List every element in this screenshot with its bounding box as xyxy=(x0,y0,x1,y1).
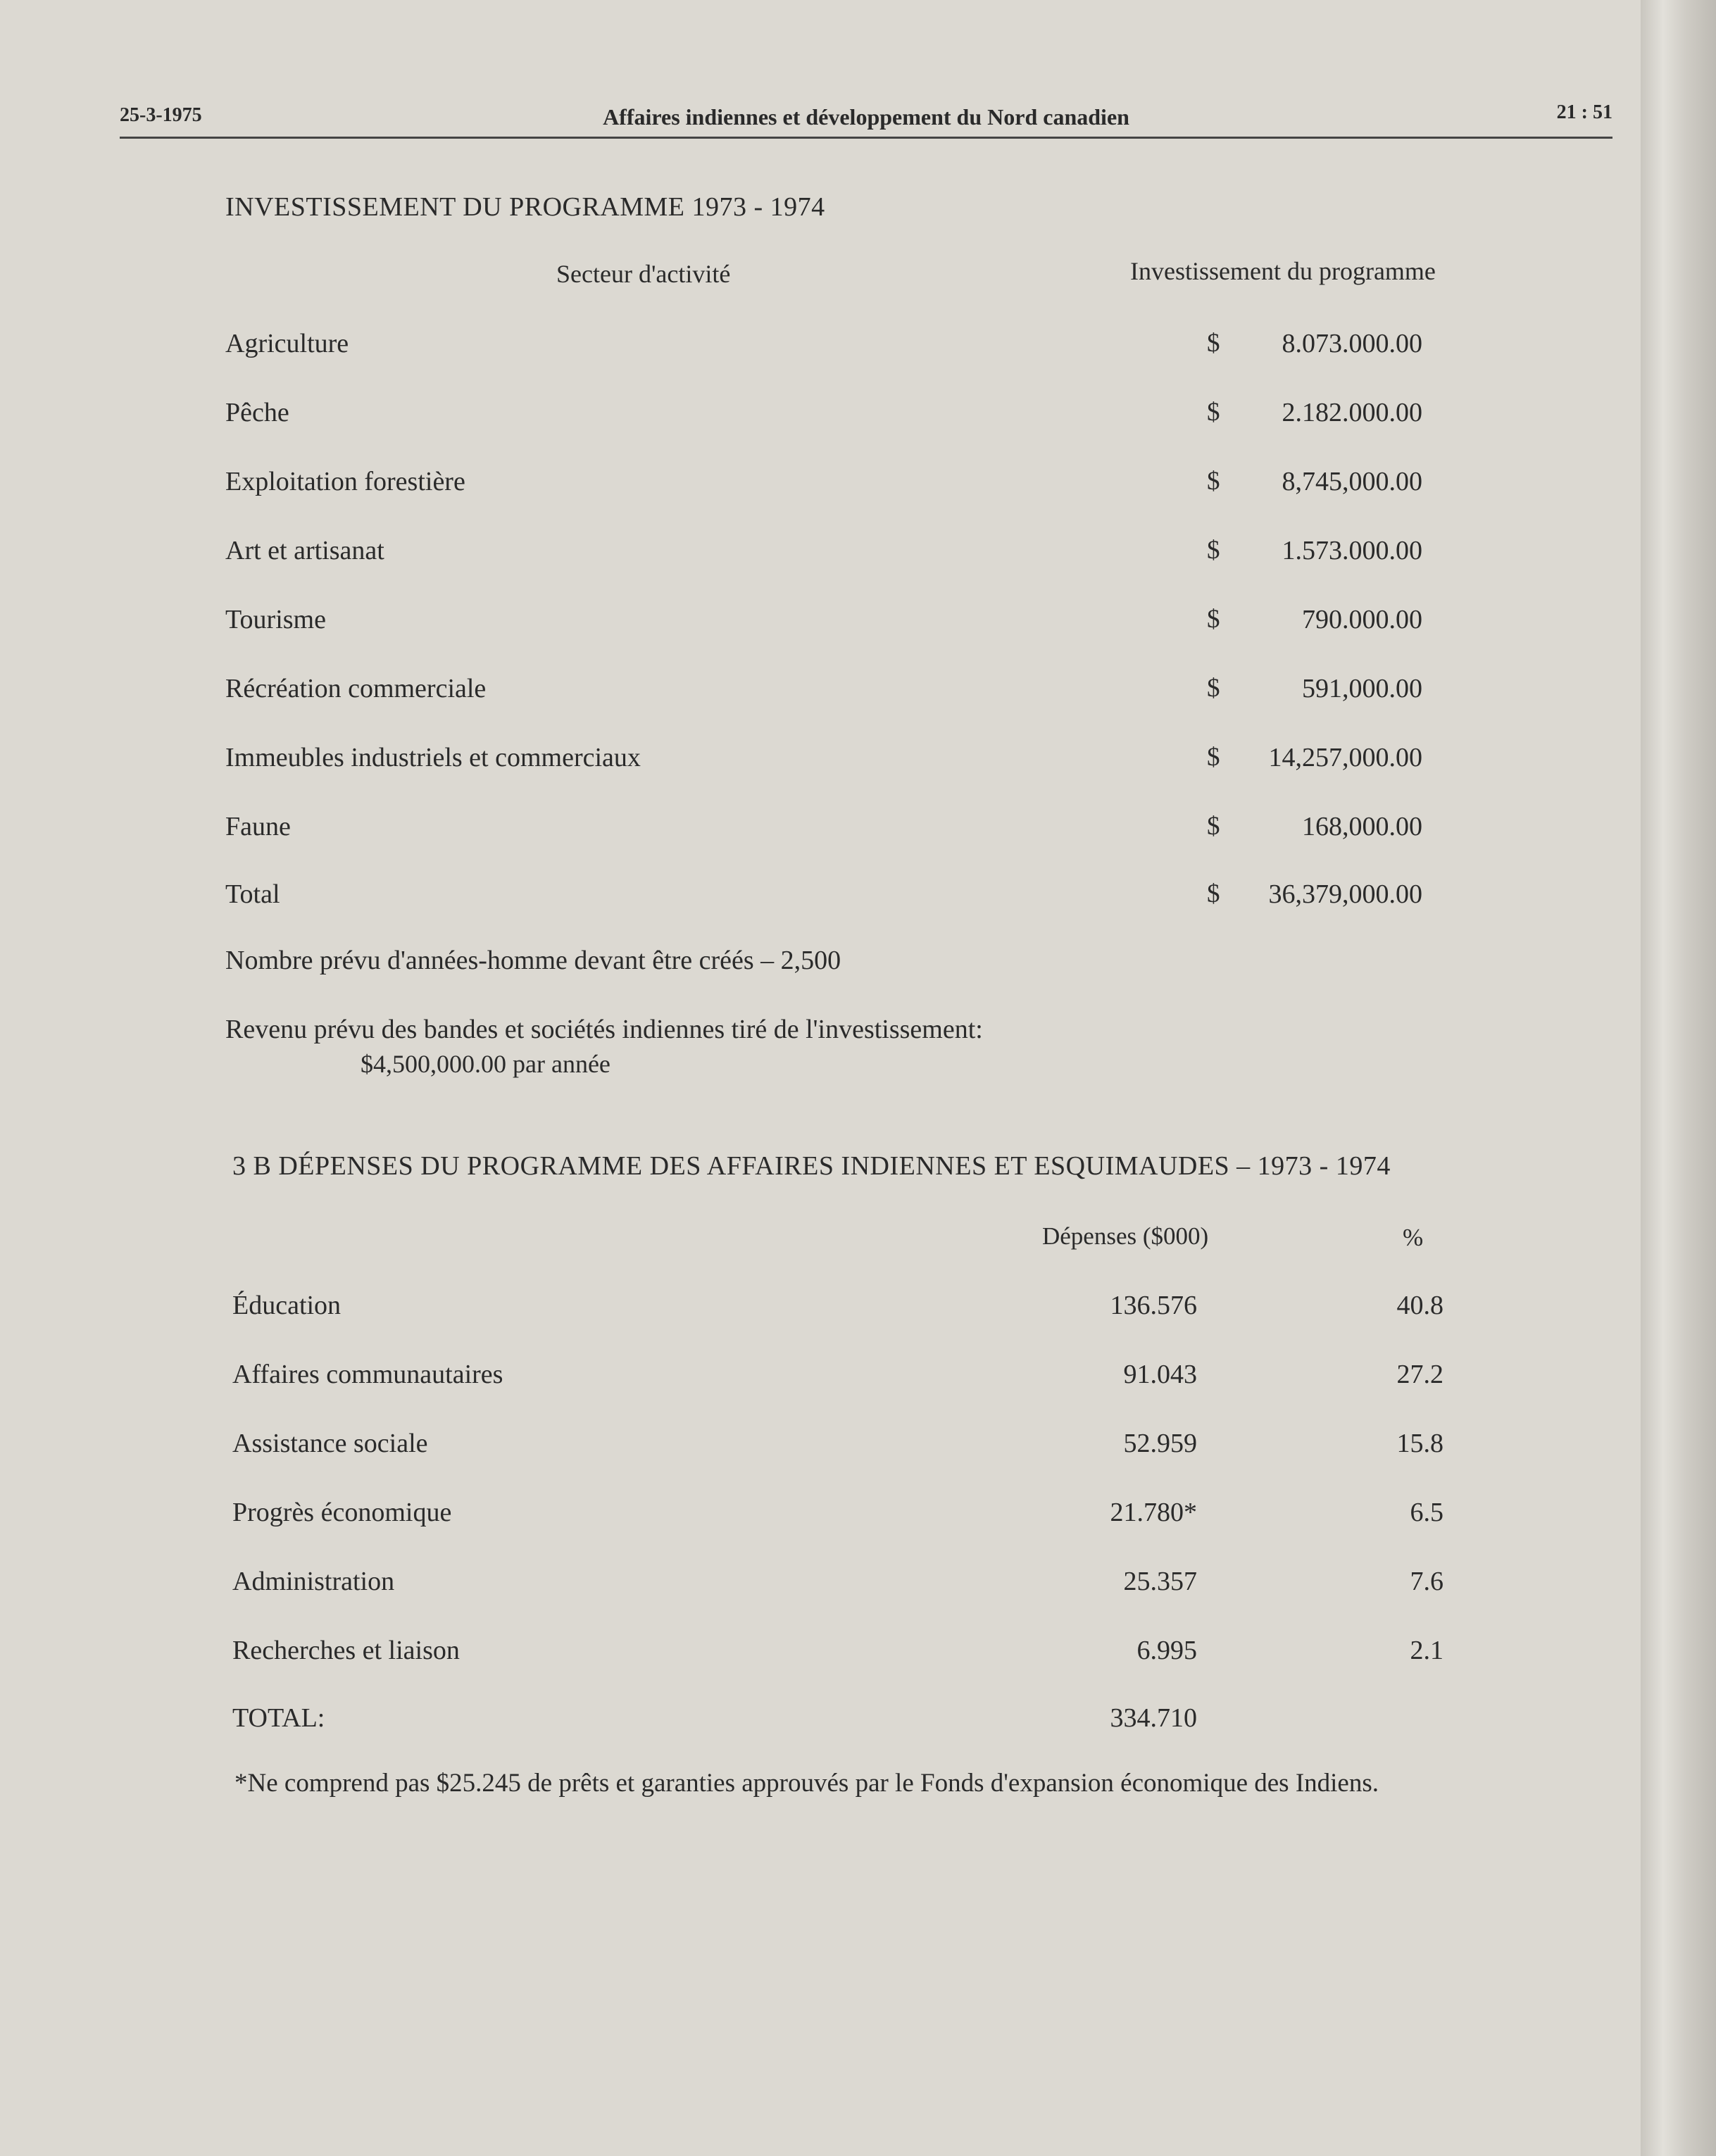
currency-symbol: $ xyxy=(1207,329,1220,358)
expense-percent: 6.5 xyxy=(1410,1498,1443,1527)
expense-label: Recherches et liaison xyxy=(232,1636,460,1665)
expense-value: 21.780* xyxy=(1110,1498,1197,1527)
currency-symbol: $ xyxy=(1207,743,1220,772)
expense-percent: 27.2 xyxy=(1396,1360,1443,1389)
sector-label: Pêche xyxy=(225,398,289,427)
page-header xyxy=(120,101,1612,139)
investment-amount: 1.573.000.00 xyxy=(1282,536,1422,565)
header-title: Affaires indiennes et développement du Nord canadien xyxy=(603,104,1129,130)
sector-label: Récréation commerciale xyxy=(225,674,487,703)
expense-row xyxy=(0,1566,1641,1601)
header-date: 25-3-1975 xyxy=(120,104,202,126)
investment-amount: 790.000.00 xyxy=(1302,605,1422,634)
col-percent-header: % xyxy=(1403,1224,1424,1251)
sector-label: Tourisme xyxy=(225,605,326,634)
col-investment-header: Investissement du programme xyxy=(1130,257,1436,285)
expense-percent: 15.8 xyxy=(1396,1429,1443,1458)
currency-symbol: $ xyxy=(1207,674,1220,703)
expense-row xyxy=(0,1359,1641,1394)
expense-row xyxy=(0,1290,1641,1325)
expense-total-row xyxy=(0,1703,1641,1738)
investment-row xyxy=(0,397,1641,432)
expense-label: Affaires communautaires xyxy=(232,1360,503,1389)
investment-row xyxy=(0,466,1641,501)
investment-amount: 14,257,000.00 xyxy=(1268,743,1422,772)
expense-label: Assistance sociale xyxy=(232,1429,428,1458)
expense-row xyxy=(0,1428,1641,1463)
investment-amount: 168,000.00 xyxy=(1302,812,1422,841)
header-page-number: 21 : 51 xyxy=(1556,101,1612,123)
sector-label: Total xyxy=(225,879,280,909)
expense-label: Administration xyxy=(232,1567,395,1596)
investment-row xyxy=(0,673,1641,708)
expenses-title: 3 B DÉPENSES DU PROGRAMME DES AFFAIRES INDIENNES ET ESQUIMAUDES – 1973 - 1974 xyxy=(232,1151,1391,1181)
investment-amount: 8.073.000.00 xyxy=(1282,329,1422,358)
currency-symbol: $ xyxy=(1207,605,1220,634)
sector-label: Agriculture xyxy=(225,329,349,358)
investment-total-row xyxy=(0,879,1641,914)
currency-symbol: $ xyxy=(1207,536,1220,565)
sector-label: Immeubles industriels et commerciaux xyxy=(225,743,641,772)
expense-percent: 2.1 xyxy=(1410,1636,1443,1665)
currency-symbol: $ xyxy=(1207,879,1220,908)
col-sector-header: Secteur d'activité xyxy=(556,260,731,288)
investment-row xyxy=(0,742,1641,777)
expense-percent: 40.8 xyxy=(1396,1291,1443,1320)
expense-value: 136.576 xyxy=(1110,1291,1197,1320)
investment-amount: 8,745,000.00 xyxy=(1282,467,1422,496)
expense-row xyxy=(0,1497,1641,1532)
currency-symbol: $ xyxy=(1207,812,1220,841)
expense-row xyxy=(0,1635,1641,1670)
revenue-note: Revenu prévu des bandes et sociétés indiennes tiré de l'investissement: xyxy=(225,1015,983,1044)
sector-label: Exploitation forestière xyxy=(225,467,465,496)
investment-row xyxy=(0,811,1641,846)
investment-row xyxy=(0,328,1641,363)
footnote: *Ne comprend pas $25.245 de prêts et garanties approuvés par le Fonds d'expansion économique des Indiens. xyxy=(234,1769,1379,1798)
investment-amount: 36,379,000.00 xyxy=(1268,879,1422,909)
expense-label: Progrès économique xyxy=(232,1498,452,1527)
man-years-note: Nombre prévu d'années-homme devant être créés – 2,500 xyxy=(225,946,841,975)
expense-total-label: TOTAL: xyxy=(232,1703,325,1733)
investment-title: INVESTISSEMENT DU PROGRAMME 1973 - 1974 xyxy=(225,192,825,222)
revenue-amount: $4,500,000.00 par année xyxy=(361,1050,610,1078)
expense-value: 91.043 xyxy=(1123,1360,1197,1389)
sector-label: Art et artisanat xyxy=(225,536,384,565)
expense-label: Éducation xyxy=(232,1291,342,1320)
investment-amount: 591,000.00 xyxy=(1302,674,1422,703)
book-page-edge xyxy=(1641,0,1716,2156)
expense-value: 52.959 xyxy=(1123,1429,1197,1458)
investment-row xyxy=(0,604,1641,639)
investment-amount: 2.182.000.00 xyxy=(1282,398,1422,427)
investment-row xyxy=(0,535,1641,570)
expense-percent: 7.6 xyxy=(1410,1567,1443,1596)
currency-symbol: $ xyxy=(1207,398,1220,427)
col-expenses-header: Dépenses ($000) xyxy=(1042,1222,1209,1250)
expense-value: 6.995 xyxy=(1136,1636,1197,1665)
currency-symbol: $ xyxy=(1207,467,1220,496)
expense-value: 25.357 xyxy=(1123,1567,1197,1596)
expense-total-value: 334.710 xyxy=(1110,1703,1197,1733)
sector-label: Faune xyxy=(225,812,291,841)
